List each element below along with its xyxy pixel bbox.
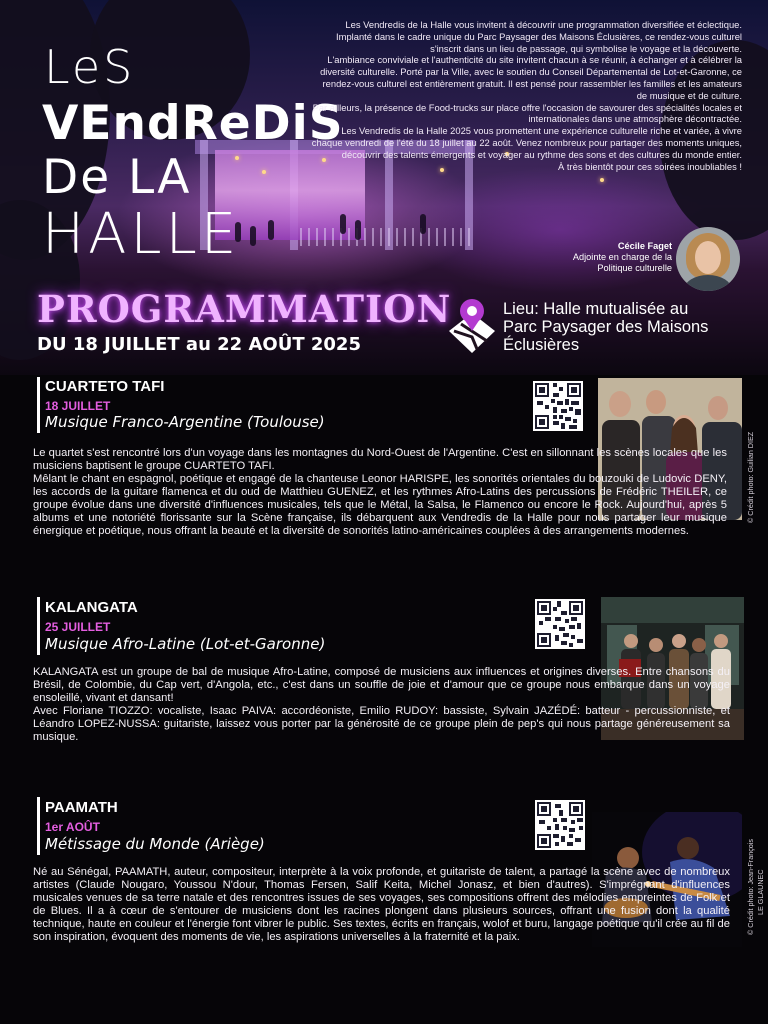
location-pin-icon	[447, 297, 497, 357]
signer-role: Politique culturelle	[597, 263, 672, 273]
signer-role: Adjointe en charge de la	[572, 252, 672, 262]
event-name: CUARTETO TAFI	[45, 378, 165, 395]
event-style: Musique Afro-Latine (Lot-et-Garonne)	[45, 635, 326, 653]
event-cuarteto-tafi	[0, 375, 768, 585]
intro-paragraph: Les Vendredis de la Halle vous invitent à découvrir une programmation diversifiée et éclectique. Implanté dans le cadre unique du Parc Paysager des Maisons Éclusières, ce rendez-vous culturel s'inscrit dans un lieu de passage, qui symbolise le voyage et la découverte.	[336, 19, 742, 54]
event-name: PAAMATH	[45, 799, 118, 816]
event-style: Métissage du Monde (Ariège)	[45, 835, 265, 853]
event-date: 1er AOÛT	[45, 820, 100, 834]
intro-paragraph: Par ailleurs, la présence de Food-trucks sur place offre l'occasion de savourer des spécialités locales et internationales dans une atmosphère décontractée.	[312, 101, 742, 125]
intro-paragraph: À très bientôt pour ces soirées inoubliables !	[558, 160, 742, 172]
event-name: KALANGATA	[45, 599, 138, 616]
photo-credit: LE GLAUNEC	[756, 869, 765, 915]
signer-block	[480, 241, 672, 274]
programmation-dates: DU 18 JUILLET au 22 AOÛT 2025	[37, 334, 361, 355]
event-paragraph: Né au Sénégal, PAAMATH, auteur, compositeur, interprète à la voix profonde, et guitariste de talent, a partagé la scène avec de nombreux artistes (Claude Nougaro, Youssou N'dour, Thomas Fersen, Salif Keita, Michel Jonasz, et bien d'autres). S'imprégnant d'influences musicales venues de sa terre natale et des rencontres issues de ses voyages, ses compositions offrent des mélodies empreintes de Folk et de Blues. Il a à cœur de s'entourer de musiciens dont les racines plongent dans plusieurs sources, offrant une fusion dont la qualité technique, haute en couleur et l'énergie font vibrer le public. Ses textes, écrits en français, wolof et buru, langage poétique qu'il crée au fil de son inspiration, évoquent des moments de vie, les aspirations universelles à la fraternité et la paix.	[33, 866, 730, 943]
logo-line-3: De LA	[42, 150, 192, 205]
programmation-title: PROGRAMMATION	[37, 287, 452, 331]
signer-name: Cécile Faget	[617, 241, 672, 251]
qr-code[interactable]	[533, 381, 583, 431]
qr-code[interactable]	[535, 599, 585, 649]
venue-line: Lieu: Halle mutualisée au	[503, 300, 689, 318]
intro-paragraph: Les Vendredis de la Halle 2025 vous promettent une expérience culturelle riche et variée, à vivre chaque vendredi de l'été du 18 juillet au 22 août. Venez nombreux pour partager des moments uniques, découvrir des talents émergents et voyager au rythme des sons et des cultures du monde entier.	[311, 125, 742, 160]
venue-line: Parc Paysager des Maisons	[503, 318, 709, 336]
event-description	[33, 666, 730, 744]
event-paragraph: Mêlant le chant en espagnol, poétique et engagé de la chanteuse Leonor HARISPE, les sonorités orientales du bouzouki de Ludovic DENY, les accords de la guitare flamenca et du oud de Matthieu GUENEZ, et les rythmes Afro-Latins des percussions de Frédéric THEILER, ce groupe évolue dans une diversité d'influences musicales, tels que le Métal, la Salsa, le Flamenco ou encore le Rock. Aujourd'hui, après 5 albums et une notoriété florissante sur la Scène française, ils débarquent aux Vendredis de la Halle pour nous partager leur musique énergique et poétique, nous offrant la beauté et la diversité de sonorités latino-américaines couplées à des arrangements modernes.	[33, 473, 727, 537]
qr-code[interactable]	[535, 800, 585, 850]
logo-line-1: LeS	[44, 40, 136, 94]
intro-text	[310, 19, 742, 172]
event-paamath	[0, 795, 768, 1024]
event-kalangata	[0, 595, 768, 790]
event-paragraph: Le quartet s'est rencontré lors d'un voyage dans les montagnes du Nord-Ouest de l'Argentine. C'est en sillonnant les scènes locales que les musiciens baptisent le groupe CUARTETO TAFI.	[33, 447, 727, 472]
hero-photo	[0, 0, 768, 375]
intro-paragraph: L'ambiance conviviale et l'authenticité du site invitent chacun à se réunir, à échanger et à célébrer la diversité culturelle. Porté par la Ville, avec le soutien du Conseil Départemental de Lot-et-Garonne, ce rendez-vous culturel est entièrement gratuit. Il est pensé pour rassembler les familles et les amateurs de musique et de culture.	[320, 54, 742, 101]
event-description	[33, 447, 727, 538]
photo-credit: © Crédit photo: Jean-François	[746, 839, 755, 935]
event-description	[33, 866, 730, 944]
event-date: 25 JUILLET	[45, 620, 111, 634]
event-paragraph: Avec Floriane TIOZZO: vocaliste, Isaac PAIVA: accordéoniste, Emilio RUDOY: bassiste, Sylvain JAZÉDÉ: batteur - percussionniste, et Léandro LOPEZ-NUSSA: guitariste, laissez vous porter par la générosité de ce groupe plein de pep's qui nous partage généreusement sa musique.	[33, 705, 730, 743]
venue-text	[503, 300, 763, 354]
signer-portrait	[676, 227, 740, 291]
logo-line-4: HALLE	[42, 202, 241, 267]
venue-line: Éclusières	[503, 336, 580, 354]
logo-line-2: VEndReDiS	[42, 96, 344, 151]
event-style: Musique Franco-Argentine (Toulouse)	[45, 413, 325, 431]
event-paragraph: KALANGATA est un groupe de bal de musique Afro-Latine, composé de musiciens aux influences et origines diverses. Entre chansons du Brésil, de Colombie, du Cap vert, d'Angola, etc., c'est dans un souffle de joie et d'amour que ce groupe nous embarque dans un voyage ensoleillé, vivant et dansant!	[33, 666, 730, 704]
photo-credit: © Crédit photo: Guilian DIEZ	[746, 431, 755, 523]
event-date: 18 JUILLET	[45, 399, 111, 413]
